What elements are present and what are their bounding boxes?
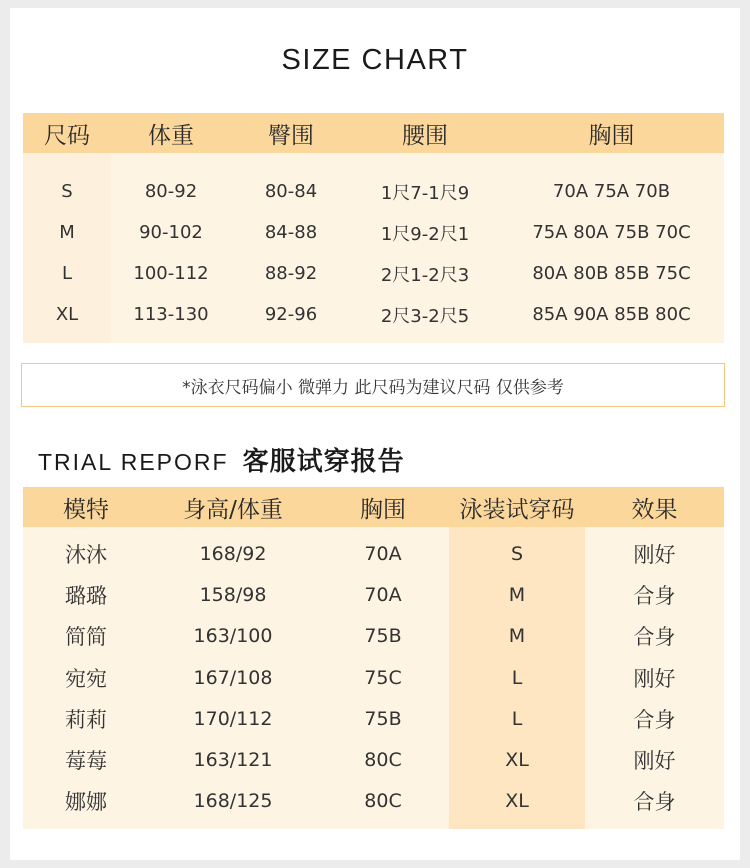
- trial-title-cn: 客服试穿报告: [242, 447, 405, 477]
- header-waist: 腰围: [402, 122, 448, 149]
- header-hip: 臀围: [268, 122, 314, 149]
- header-size: 尺码: [44, 122, 90, 149]
- header-height-weight: 身高/体重: [183, 496, 283, 523]
- table-cell: XL: [55, 304, 79, 325]
- table-cell: 莉莉: [65, 707, 107, 732]
- table-cell: 娜娜: [65, 790, 107, 815]
- table-cell: 167/108: [193, 666, 273, 689]
- table-cell: 80C: [364, 790, 402, 813]
- table-cell: 80C: [364, 749, 402, 772]
- header-bust: 胸围: [360, 496, 406, 523]
- trial-title-en: TRIAL REPORF: [38, 449, 229, 475]
- table-cell: 80-92: [144, 181, 198, 202]
- size-chart-body: [23, 153, 724, 343]
- table-cell: XL: [505, 749, 529, 772]
- waist-column: [351, 153, 499, 343]
- table-cell: 163/100: [193, 625, 273, 648]
- table-cell: 沐沐: [65, 542, 107, 567]
- table-cell: 合身: [633, 625, 676, 650]
- effect-column: [585, 527, 724, 829]
- table-cell: 合身: [633, 790, 676, 815]
- table-cell: XL: [505, 790, 529, 813]
- table-cell: 75B: [364, 625, 402, 648]
- trial-body: [23, 527, 724, 829]
- table-cell: 1尺9-2尺1: [380, 223, 470, 245]
- size-chart-header-row: [23, 113, 724, 153]
- table-cell: 80A 80B 85B 75C: [532, 263, 691, 284]
- trial-bust-column: [317, 527, 449, 829]
- table-cell: 75A 80A 75B 70C: [532, 222, 691, 243]
- table-cell: L: [511, 707, 523, 730]
- table-cell: L: [511, 666, 523, 689]
- table-cell: 70A: [364, 542, 402, 565]
- table-cell: 158/98: [199, 583, 267, 606]
- height-weight-column: [149, 527, 317, 829]
- table-cell: 2尺1-2尺3: [380, 264, 470, 286]
- table-cell: 璐璐: [65, 583, 107, 608]
- table-cell: 70A: [364, 583, 402, 606]
- size-chart-title: SIZE CHART: [281, 44, 469, 76]
- table-cell: 113-130: [133, 304, 209, 325]
- table-cell: 168/125: [193, 790, 273, 813]
- trial-report-table: [23, 487, 724, 829]
- table-cell: L: [61, 263, 73, 284]
- header-bust: 胸围: [588, 122, 635, 149]
- table-cell: 刚好: [633, 749, 676, 774]
- header-weight: 体重: [148, 122, 194, 149]
- weight-column: [111, 153, 231, 343]
- table-cell: M: [508, 583, 526, 606]
- trial-size-column: [449, 527, 585, 829]
- table-cell: 刚好: [633, 666, 676, 691]
- table-cell: 70A 75A 70B: [552, 181, 671, 202]
- table-cell: 80-84: [264, 181, 318, 202]
- table-cell: 168/92: [199, 542, 267, 565]
- trial-header-row: [23, 487, 724, 527]
- size-note: *泳衣尺码偏小 微弹力 此尺码为建议尺码 仅供参考: [21, 363, 725, 407]
- table-cell: S: [61, 181, 73, 202]
- table-cell: 刚好: [633, 542, 676, 567]
- table-cell: 100-112: [133, 263, 209, 284]
- table-cell: 88-92: [264, 263, 318, 284]
- table-cell: 84-88: [264, 222, 318, 243]
- table-cell: 163/121: [193, 749, 273, 772]
- table-cell: 170/112: [193, 707, 273, 730]
- table-cell: M: [59, 222, 75, 243]
- table-cell: M: [508, 625, 526, 648]
- table-cell: 85A 90A 85B 80C: [532, 304, 691, 325]
- table-cell: S: [510, 542, 524, 565]
- table-cell: 75B: [364, 707, 402, 730]
- hip-column: [231, 153, 351, 343]
- size-column: [23, 153, 111, 343]
- table-cell: 75C: [364, 666, 402, 689]
- header-effect: 效果: [631, 496, 678, 523]
- table-cell: 1尺7-1尺9: [380, 182, 470, 204]
- size-chart-table: [23, 113, 724, 343]
- table-cell: 90-102: [139, 222, 203, 243]
- header-model: 模特: [63, 496, 109, 523]
- model-column: [23, 527, 149, 829]
- table-cell: 2尺3-2尺5: [380, 305, 470, 327]
- trial-report-title: [38, 441, 405, 478]
- table-cell: 莓莓: [65, 749, 107, 774]
- table-cell: 宛宛: [65, 666, 107, 691]
- header-trial-size: 泳装试穿码: [459, 496, 575, 523]
- table-cell: 合身: [633, 707, 676, 732]
- table-cell: 合身: [633, 583, 676, 608]
- table-cell: 简简: [65, 625, 107, 650]
- bust-column: [499, 153, 724, 343]
- table-cell: 92-96: [264, 304, 318, 325]
